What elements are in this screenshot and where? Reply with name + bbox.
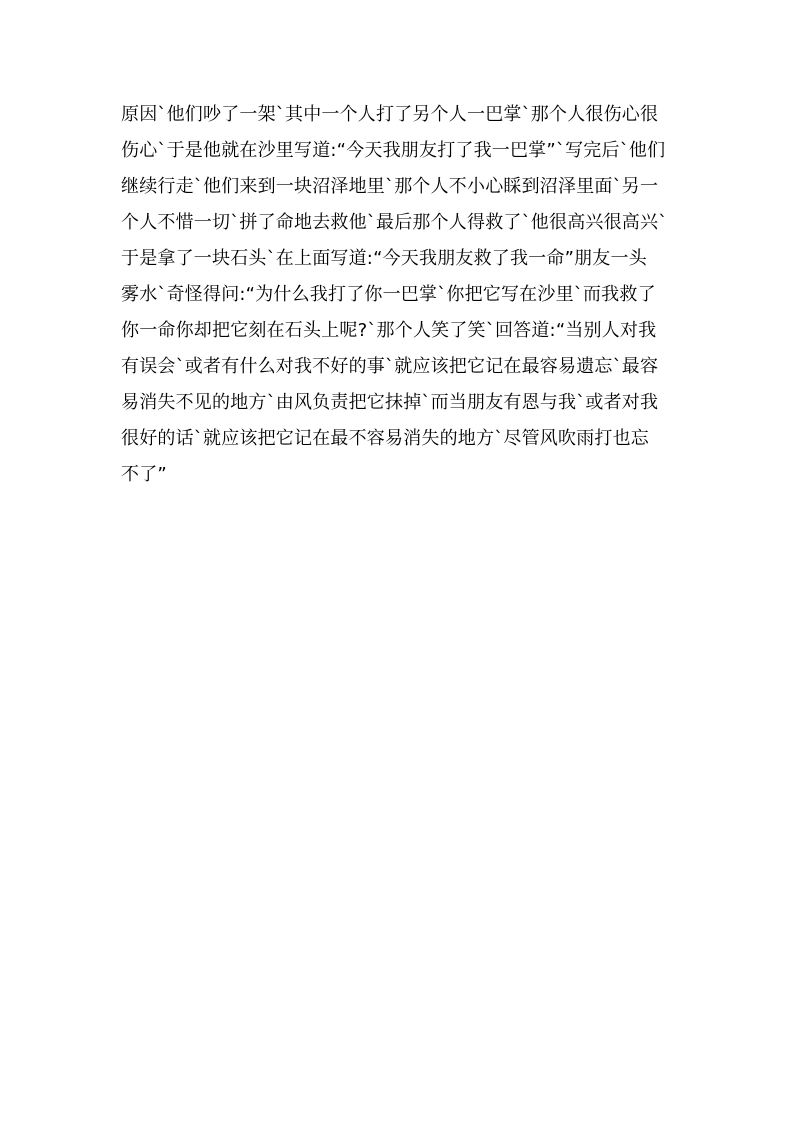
paragraph-line-10: 很好的话`就应该把它记在最不容易消失的地方`尽管风吹雨打也忘 — [121, 428, 649, 449]
paragraph-line-6: 雾水`奇怪得问:“为什么我打了你一巴掌`你把它写在沙里`而我救了 — [121, 284, 656, 305]
paragraph-line-1: 原因`他们吵了一架`其中一个人打了另个人一巴掌`那个人很伤心很 — [121, 104, 659, 125]
paragraph-line-8: 有误会`或者有什么对我不好的事`就应该把它记在最容易遗忘`最容 — [121, 356, 659, 377]
paragraph-line-11: 不了” — [121, 464, 167, 485]
body-paragraph — [121, 97, 681, 493]
paragraph-line-5: 于是拿了一块石头`在上面写道:“今天我朋友救了我一命”朋友一头 — [121, 248, 647, 269]
paragraph-line-2: 伤心`于是他就在沙里写道:“今天我朋友打了我一巴掌”`写完后`他们 — [121, 140, 666, 161]
paragraph-line-4: 个人不惜一切`拼了命地去救他`最后那个人得救了`他很高兴很高兴` — [121, 212, 668, 233]
paragraph-line-3: 继续行走`他们来到一块沼泽地里`那个人不小心睬到沼泽里面`另一 — [121, 176, 659, 197]
paragraph-line-7: 你一命你却把它刻在石头上呢?`那个人笑了笑`回答道:“当别人对我 — [121, 320, 657, 341]
paragraph-line-9: 易消失不见的地方`由风负责把它抹掉`而当朋友有恩与我`或者对我 — [121, 392, 659, 413]
